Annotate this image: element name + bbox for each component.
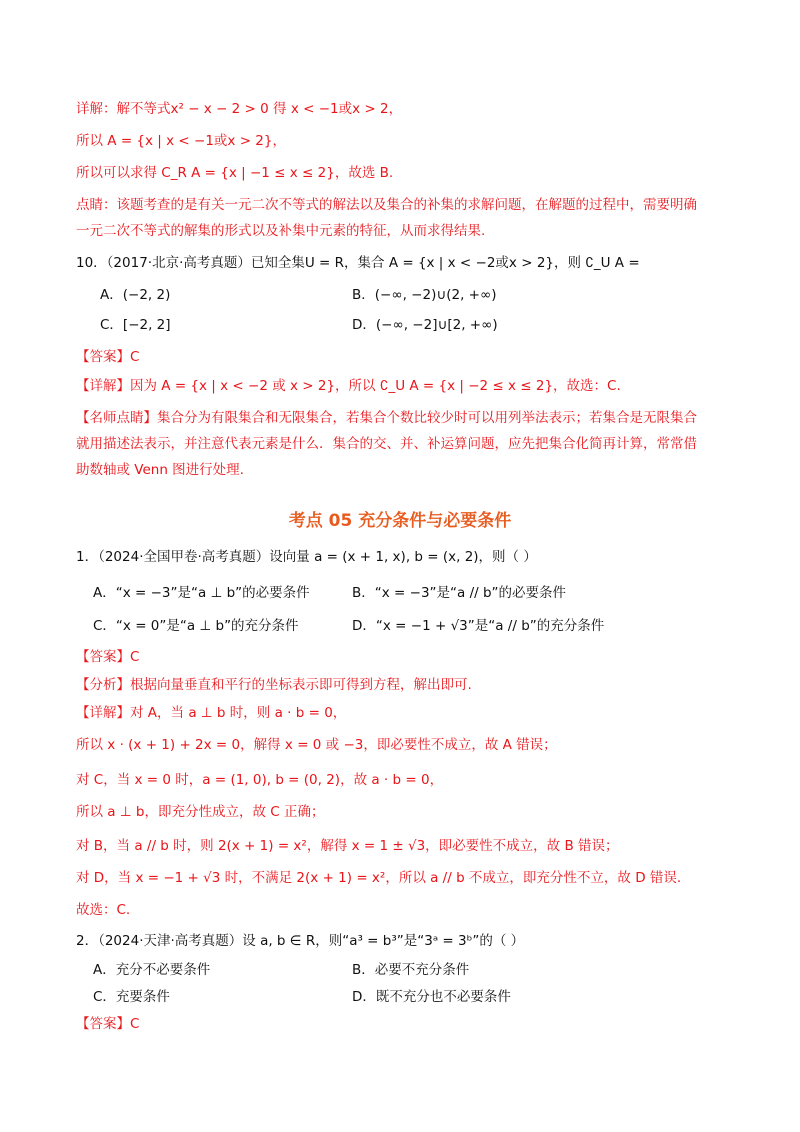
section-title: 考点 05 充分条件与必要条件 [288,511,512,531]
q1-option-c: C．“x = 0”是“a ⊥ b”的充分条件 [93,618,299,634]
q2-option-a: A．充分不必要条件 [93,962,211,978]
solution-line-2: 所以 A = {x | x < −1或x > 2}， [76,133,286,149]
question-2-stem: 2．（2024·天津·高考真题）设 a, b ∈ R，则“a³ = b³”是“3ᵃ = 3ᵇ”的（ ） [76,933,525,949]
q1-detail-line-2: 所以 x · (x + 1) + 2x = 0，解得 x = 0 或 −3，即必要性不成立，故 A 错误； [76,737,557,753]
q1-option-d: D．“x = −1 + √3”是“a // b”的充分条件 [352,618,605,634]
q1-detail-line-3: 对 C，当 x = 0 时，a = (1, 0), b = (0, 2)，故 a · b = 0， [76,772,444,788]
q1-option-b: B．“x = −3”是“a // b”的必要条件 [352,585,567,601]
q10-note-line-1: 【名师点睛】集合分为有限集合和无限集合，若集合个数比较少时可以用列举法表示；若集合是无限集合 [76,410,697,426]
q2-answer: 【答案】C [76,1016,140,1032]
q10-option-d: D．(−∞, −2]∪[2, +∞) [352,317,498,333]
q10-detail: 【详解】因为 A = {x | x < −2 或 x > 2}，所以 ∁_U A = {x | −2 ≤ x ≤ 2}，故选：C. [76,378,621,394]
q1-option-a: A．“x = −3”是“a ⊥ b”的必要条件 [93,585,310,601]
q2-option-c: C．充要条件 [93,989,170,1005]
q10-answer: 【答案】C [76,349,140,365]
solution-line-3: 所以可以求得 C_R A = {x | −1 ≤ x ≤ 2}，故选 B. [76,165,394,181]
question-1-stem: 1．（2024·全国甲卷·高考真题）设向量 a = (x + 1, x), b = (x, 2)，则（ ） [76,549,537,565]
q2-option-b: B．必要不充分条件 [352,962,470,978]
question-10-stem: 10．（2017·北京·高考真题）已知全集U = R，集合 A = {x | x < −2或x > 2}，则 ∁_U A = [76,255,640,271]
remark-line-2: 一元二次不等式的解集的形式以及补集中元素的特征，从而求得结果. [76,223,486,239]
q1-detail-line-4: 所以 a ⊥ b，即充分性成立，故 C 正确； [76,804,325,820]
remark-line-1: 点睛：该题考查的是有关一元二次不等式的解法以及集合的补集的求解问题，在解题的过程中，需要明确 [76,197,697,213]
q1-detail-line-1: 【详解】对 A，当 a ⊥ b 时，则 a · b = 0， [76,705,347,721]
q1-detail-line-6: 对 D，当 x = −1 + √3 时，不满足 2(x + 1) = x²，所以 a // b 不成立，即充分性不立，故 D 错误. [76,870,682,886]
q10-note-line-2: 就用描述法表示，并注意代表元素是什么．集合的交、并、补运算问题，应先把集合化简再计算，常常借 [76,436,697,452]
q10-option-a: A．(−2, 2) [100,287,171,303]
q10-option-c: C．[−2, 2] [100,317,171,333]
q2-option-d: D．既不充分也不必要条件 [352,989,511,1005]
q10-option-b: B．(−∞, −2)∪(2, +∞) [352,287,497,303]
q1-analysis: 【分析】根据向量垂直和平行的坐标表示即可得到方程，解出即可. [76,677,472,693]
q1-detail-line-5: 对 B，当 a // b 时，则 2(x + 1) = x²，解得 x = 1 ± √3，即必要性不成立，故 B 错误； [76,838,619,854]
solution-line-1: 详解：解不等式x² − x − 2 > 0 得 x < −1或x > 2， [76,101,403,117]
q1-answer: 【答案】C [76,649,140,665]
q10-note-line-3: 助数轴或 Venn 图进行处理. [76,462,244,478]
q1-detail-line-7: 故选：C. [76,902,131,918]
